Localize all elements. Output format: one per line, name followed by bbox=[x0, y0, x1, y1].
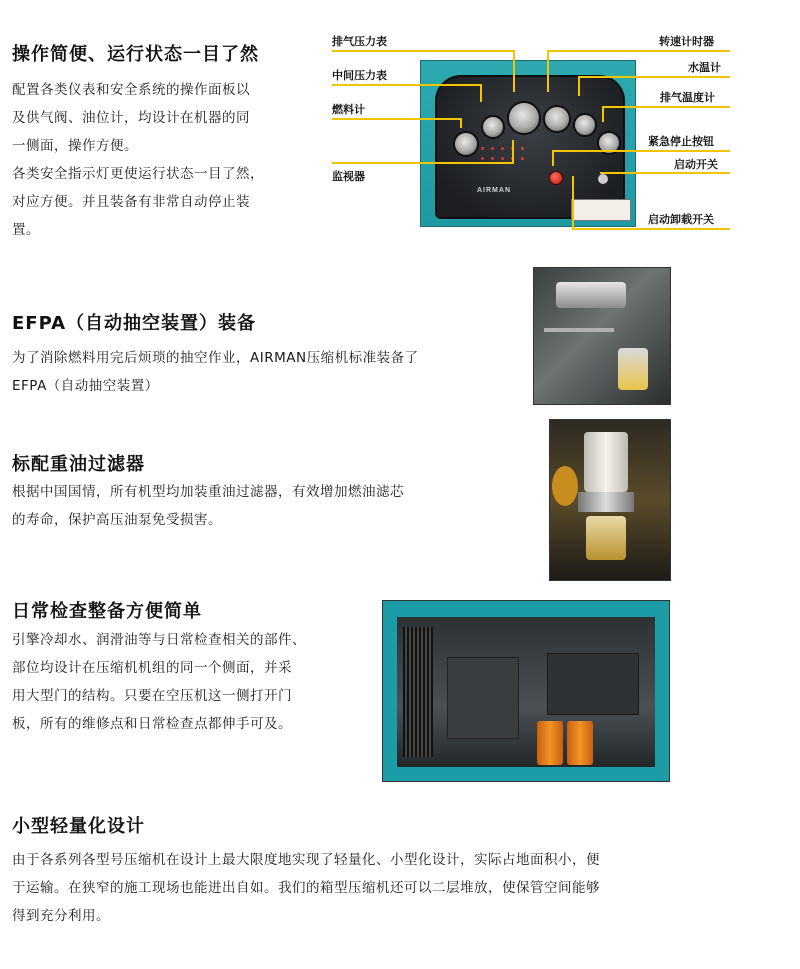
callout-emergency-stop: 紧急停止按钮 bbox=[648, 135, 714, 148]
indicator-led bbox=[491, 147, 494, 150]
indicator-led bbox=[501, 157, 504, 160]
warning-sticker bbox=[571, 199, 631, 221]
section-body-inspection bbox=[12, 626, 306, 738]
text-line: 为了消除燃料用完后烦琐的抽空作业，AIRMAN压缩机标准装备了 bbox=[12, 350, 419, 366]
text-line: 各类安全指示灯更使运行状态一目了然， bbox=[12, 166, 264, 182]
section-title-efpa: EFPA（自动抽空装置）装备 bbox=[12, 313, 257, 334]
start-switch-knob bbox=[597, 173, 609, 185]
callout-monitor: 监视器 bbox=[332, 170, 365, 183]
text-line: 板，所有的维修点和日常检查点都伸手可及。 bbox=[12, 716, 292, 732]
callout-water-temp: 水温计 bbox=[688, 61, 721, 74]
text-line: 部位均设计在压缩机机组的同一个侧面，并采 bbox=[12, 660, 292, 676]
section-title-inspection: 日常检查整备方便简单 bbox=[12, 601, 202, 622]
callout-mid-pressure: 中间压力表 bbox=[332, 69, 387, 82]
callout-discharge-pressure: 排气压力表 bbox=[332, 35, 387, 48]
mid-pressure-dial bbox=[481, 115, 505, 139]
emergency-stop-button bbox=[549, 171, 563, 185]
callout-tachometer: 转速计时器 bbox=[659, 35, 714, 48]
text-line: 一侧面，操作方便。 bbox=[12, 138, 138, 154]
text-line: 用大型门的结构。只要在空压机这一侧打开门 bbox=[12, 688, 292, 704]
heavy-oil-filter-photo bbox=[549, 419, 671, 581]
water-temp-dial bbox=[573, 113, 597, 137]
panel-brand-label: AIRMAN bbox=[477, 187, 511, 194]
engine-bay-photo bbox=[382, 600, 670, 782]
section-title-compact: 小型轻量化设计 bbox=[12, 816, 145, 837]
callout-fuel-gauge: 燃料计 bbox=[332, 103, 365, 116]
fuel-gauge-dial bbox=[453, 131, 479, 157]
text-line: 根据中国国情，所有机型均加装重油过滤器，有效增加燃油滤芯 bbox=[12, 484, 404, 500]
section-body-efpa bbox=[12, 344, 419, 400]
text-line: EFPA（自动抽空装置） bbox=[12, 378, 159, 394]
text-line: 得到充分利用。 bbox=[12, 908, 110, 924]
text-line: 对应方便。并且装备有非常自动停止装 bbox=[12, 194, 250, 210]
indicator-led bbox=[491, 157, 494, 160]
efpa-device-photo bbox=[533, 267, 671, 405]
text-line: 的寿命，保护高压油泵免受损害。 bbox=[12, 512, 222, 528]
tachometer-dial bbox=[543, 105, 571, 133]
text-line: 及供气阀、油位计，均设计在机器的同 bbox=[12, 110, 250, 126]
orange-filter bbox=[537, 721, 563, 765]
discharge-pressure-dial bbox=[507, 101, 541, 135]
section-body-panel bbox=[12, 76, 264, 244]
callout-discharge-temp: 排气温度计 bbox=[660, 91, 715, 104]
section-body-filter bbox=[12, 478, 404, 534]
indicator-led bbox=[501, 147, 504, 150]
indicator-led bbox=[481, 147, 484, 150]
text-line: 由于各系列各型号压缩机在设计上最大限度地实现了轻量化、小型化设计，实际占地面积小，便 bbox=[12, 852, 600, 868]
section-title-panel: 操作简便、运行状态一目了然 bbox=[12, 44, 259, 65]
callout-start-switch: 启动开关 bbox=[674, 158, 718, 171]
indicator-led bbox=[521, 157, 524, 160]
indicator-led bbox=[521, 147, 524, 150]
orange-filter bbox=[567, 721, 593, 765]
text-line: 配置各类仪表和安全系统的操作面板以 bbox=[12, 82, 250, 98]
section-body-compact bbox=[12, 846, 600, 930]
indicator-led bbox=[481, 157, 484, 160]
text-line: 置。 bbox=[12, 222, 40, 238]
text-line: 于运输。在狭窄的施工现场也能进出自如。我们的箱型压缩机还可以二层堆放，使保管空间能够 bbox=[12, 880, 600, 896]
section-title-filter: 标配重油过滤器 bbox=[12, 454, 145, 475]
control-panel-face bbox=[435, 75, 625, 219]
text-line: 引擎冷却水、润滑油等与日常检查相关的部件、 bbox=[12, 632, 306, 648]
callout-start-unload-switch: 启动卸载开关 bbox=[648, 213, 714, 226]
